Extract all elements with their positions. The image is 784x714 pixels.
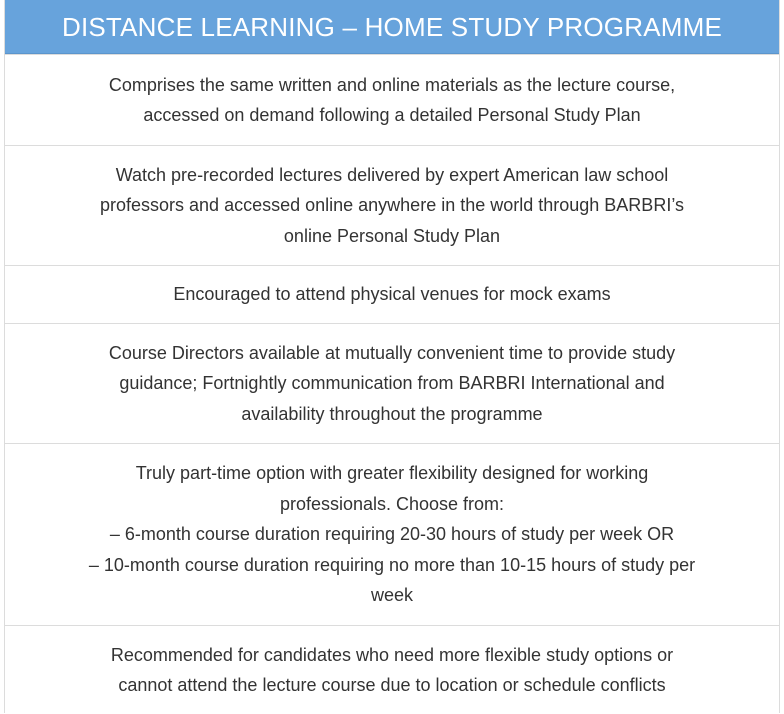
row-text-line: accessed on demand following a detailed Personal Study Plan — [143, 105, 641, 125]
row-text-line: Encouraged to attend physical venues for mock exams — [173, 284, 611, 305]
table-row — [5, 625, 779, 714]
table-row — [5, 323, 779, 443]
row-text-line: professors and accessed online anywhere in the world through BARBRI’s — [100, 195, 684, 216]
row-text-line: Watch pre-recorded lectures delivered by expert American law school — [115, 164, 669, 185]
row-text-line: cannot attend the lecture course due to location or schedule conflicts — [118, 675, 666, 695]
table-row — [5, 443, 779, 625]
row-text-line: Truly part-time option with greater flexibility designed for working — [135, 463, 649, 484]
table-row — [5, 145, 779, 265]
row-text-line: – 6-month course duration requiring 20-30 hours of study per week OR — [109, 524, 675, 545]
row-text-line: online Personal Study Plan — [283, 225, 501, 246]
row-text-line: Recommended for candidates who need more flexible study options or — [110, 644, 674, 665]
row-text-line: guidance; Fortnightly communication from BARBRI International and — [119, 373, 665, 394]
table-row — [5, 265, 779, 323]
table-header — [5, 0, 779, 54]
row-text-line: Course Directors available at mutually convenient time to provide study — [108, 342, 676, 363]
row-text-line: availability throughout the programme — [241, 403, 543, 424]
row-text-line: Comprises the same written and online materials as the lecture course, — [108, 74, 676, 95]
table-row — [5, 54, 779, 145]
table-title: DISTANCE LEARNING – HOME STUDY PROGRAMME — [61, 12, 723, 42]
row-text-line: – 10-month course duration requiring no more than 10-15 hours of study per — [88, 554, 696, 575]
programme-table — [4, 0, 780, 713]
row-text-line: week — [370, 585, 414, 606]
row-text-line: professionals. Choose from: — [279, 493, 505, 514]
